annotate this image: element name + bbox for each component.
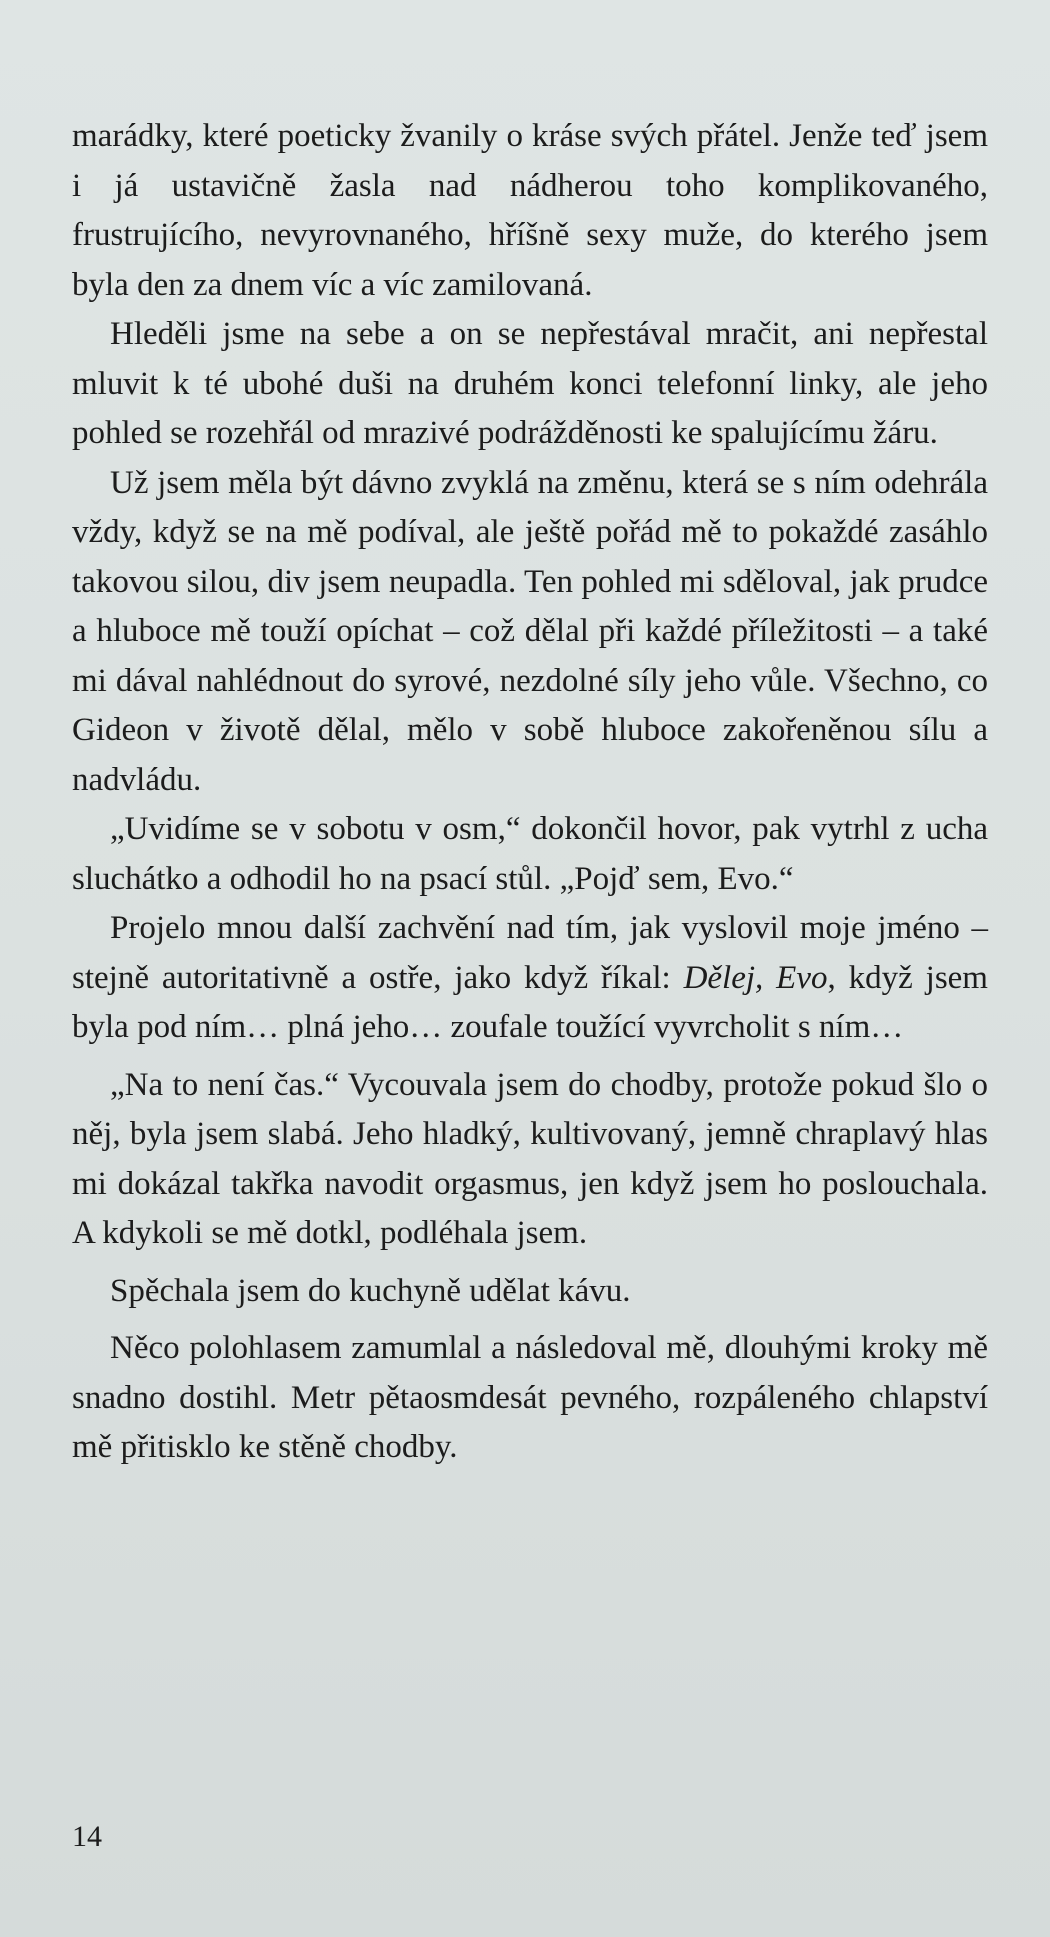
- paragraph-3: Už jsem měla být dávno zvyklá na změnu, která se s ním odehrála vždy, když se na mě podíval, ale ještě pořád mě to pokaždé zasáhlo takovou silou, div jsem neupadla. Ten pohled mi sděloval, jak prudce a hluboce mě touží opíchat – což dělal při každé příležitosti – a také mi dával nahlédnout do syrové, nezdolné síly jeho vůle. Všechno, co Gideon v životě dělal, mělo v sobě hluboce zakořeněnou sílu a nadvládu.: [72, 464, 988, 798]
- paragraph-5: [72, 904, 988, 1053]
- paragraph-7: Spěchala jsem do kuchyně udělat kávu.: [110, 1272, 631, 1309]
- page-number: 14: [72, 1820, 102, 1853]
- paragraph-8: Něco polohlasem zamumlal a následoval mě, dlouhými kroky mě snadno dostihl. Metr pětaosmdesát pevného, rozpáleného chlapství mě přitisklo ke stěně chodby.: [72, 1330, 988, 1465]
- body-text: [72, 112, 988, 1473]
- paragraph-6: „Na to není čas.“ Vycouvala jsem do chodby, protože pokud šlo o něj, byla jsem slabá. Jeho hladký, kultivovaný, jemně chraplavý hlas mi dokázal takřka navodit orgasmus, jen když jsem ho poslouchala. A kdykoli se mě dotkl, podléhala jsem.: [72, 1066, 988, 1251]
- paragraph-5-before: Projelo mnou další zachvění nad tím, jak vyslovil moje jméno – stejně autoritativně a ostře, jako když říkal:: [72, 910, 988, 996]
- paragraph-1: marádky, které poeticky žvanily o kráse svých přátel. Jenže teď jsem i já ustavičně žasla nad nádherou toho komplikovaného, frustrujícího, nevyrovnaného, hříšně sexy muže, do kterého jsem byla den za dnem víc a víc zamilovaná.: [72, 118, 988, 303]
- paragraph-5-emphasis: Dělej, Evo: [683, 959, 828, 996]
- paragraph-5-after: , když jsem byla pod ním… plná jeho… zoufale toužící vyvrcholit s ním…: [72, 959, 988, 1045]
- paragraph-2: Hleděli jsme na sebe a on se nepřestával mračit, ani nepřestal mluvit k té ubohé duši na druhém konci telefonní linky, ale jeho pohled se rozehřál od mrazivé podrážděnosti ke spalujícímu žáru.: [72, 316, 988, 451]
- paragraph-4: „Uvidíme se v sobotu v osm,“ dokončil hovor, pak vytrhl z ucha sluchátko a odhodil ho na psací stůl. „Pojď sem, Evo.“: [72, 811, 988, 897]
